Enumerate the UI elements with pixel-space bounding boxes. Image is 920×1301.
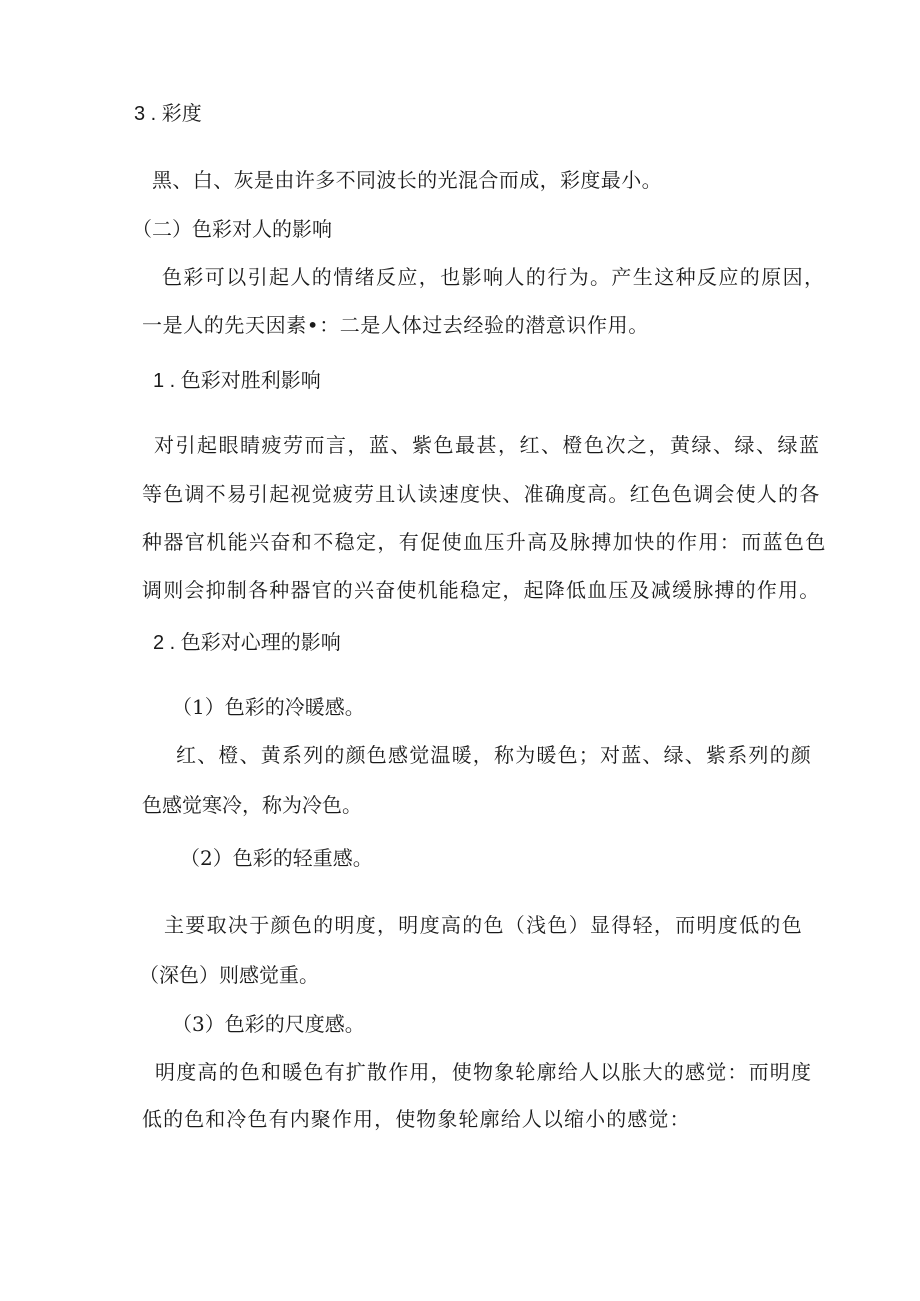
section-heading-color-effect: （二）色彩对人的影响 xyxy=(132,217,332,241)
paragraph-physio-line-3: 种器官机能兴奋和不稳定，有促使血压升高及脉搏加快的作用：而蓝色色 xyxy=(142,530,827,554)
heading-saturation: 3 . 彩度 xyxy=(134,103,202,125)
paragraph-effect-line-2: 一是人的先天因素•：二是人体过去经验的潜意识作用。 xyxy=(142,313,649,337)
paragraph-physio-line-4: 调则会抑制各种器官的兴奋使机能稳定，起降低血压及减缓脉搏的作用。 xyxy=(142,578,821,602)
paragraph-physio-line-2: 等色调不易引起视觉疲劳且认读速度快、准确度高。红色色调会使人的各 xyxy=(142,482,821,506)
paragraph-scale-line-2: 低的色和冷色有内聚作用，使物象轮廓给人以缩小的感觉： xyxy=(142,1107,691,1131)
subheading-warm-cool: （1）色彩的冷暖感。 xyxy=(172,695,365,719)
paragraph-warm-line-2: 色感觉寒冷，称为冷色。 xyxy=(142,793,362,817)
paragraph-warm-line-1: 红、橙、黄系列的颜色感觉温暖，称为暖色；对蓝、绿、紫系列的颜 xyxy=(176,743,812,767)
paragraph-weight-line-1: 主要取决于颜色的明度，明度高的色（浅色）显得轻，而明度低的色 xyxy=(164,913,803,937)
subheading-scale: （3）色彩的尺度感。 xyxy=(172,1012,365,1036)
heading-physiological-effect: 1 . 色彩对胜利影响 xyxy=(153,370,321,392)
paragraph-saturation: 黑、白、灰是由许多不同波长的光混合而成，彩度最小。 xyxy=(152,168,662,192)
heading-psychological-effect: 2 . 色彩对心理的影响 xyxy=(153,632,341,654)
paragraph-physio-line-1: 对引起眼睛疲劳而言，蓝、紫色最甚，红、橙色次之，黄绿、绿、绿蓝 xyxy=(154,433,821,457)
paragraph-effect-line-1: 色彩可以引起人的情绪反应，也影响人的行为。产生这种反应的原因， xyxy=(162,265,826,289)
subheading-light-heavy: （2）色彩的轻重感。 xyxy=(180,846,373,870)
paragraph-weight-line-2: （深色）则感觉重。 xyxy=(139,963,319,987)
paragraph-scale-line-1: 明度高的色和暖色有扩散作用，使物象轮廓给人以胀大的感觉：而明度 xyxy=(155,1060,813,1084)
